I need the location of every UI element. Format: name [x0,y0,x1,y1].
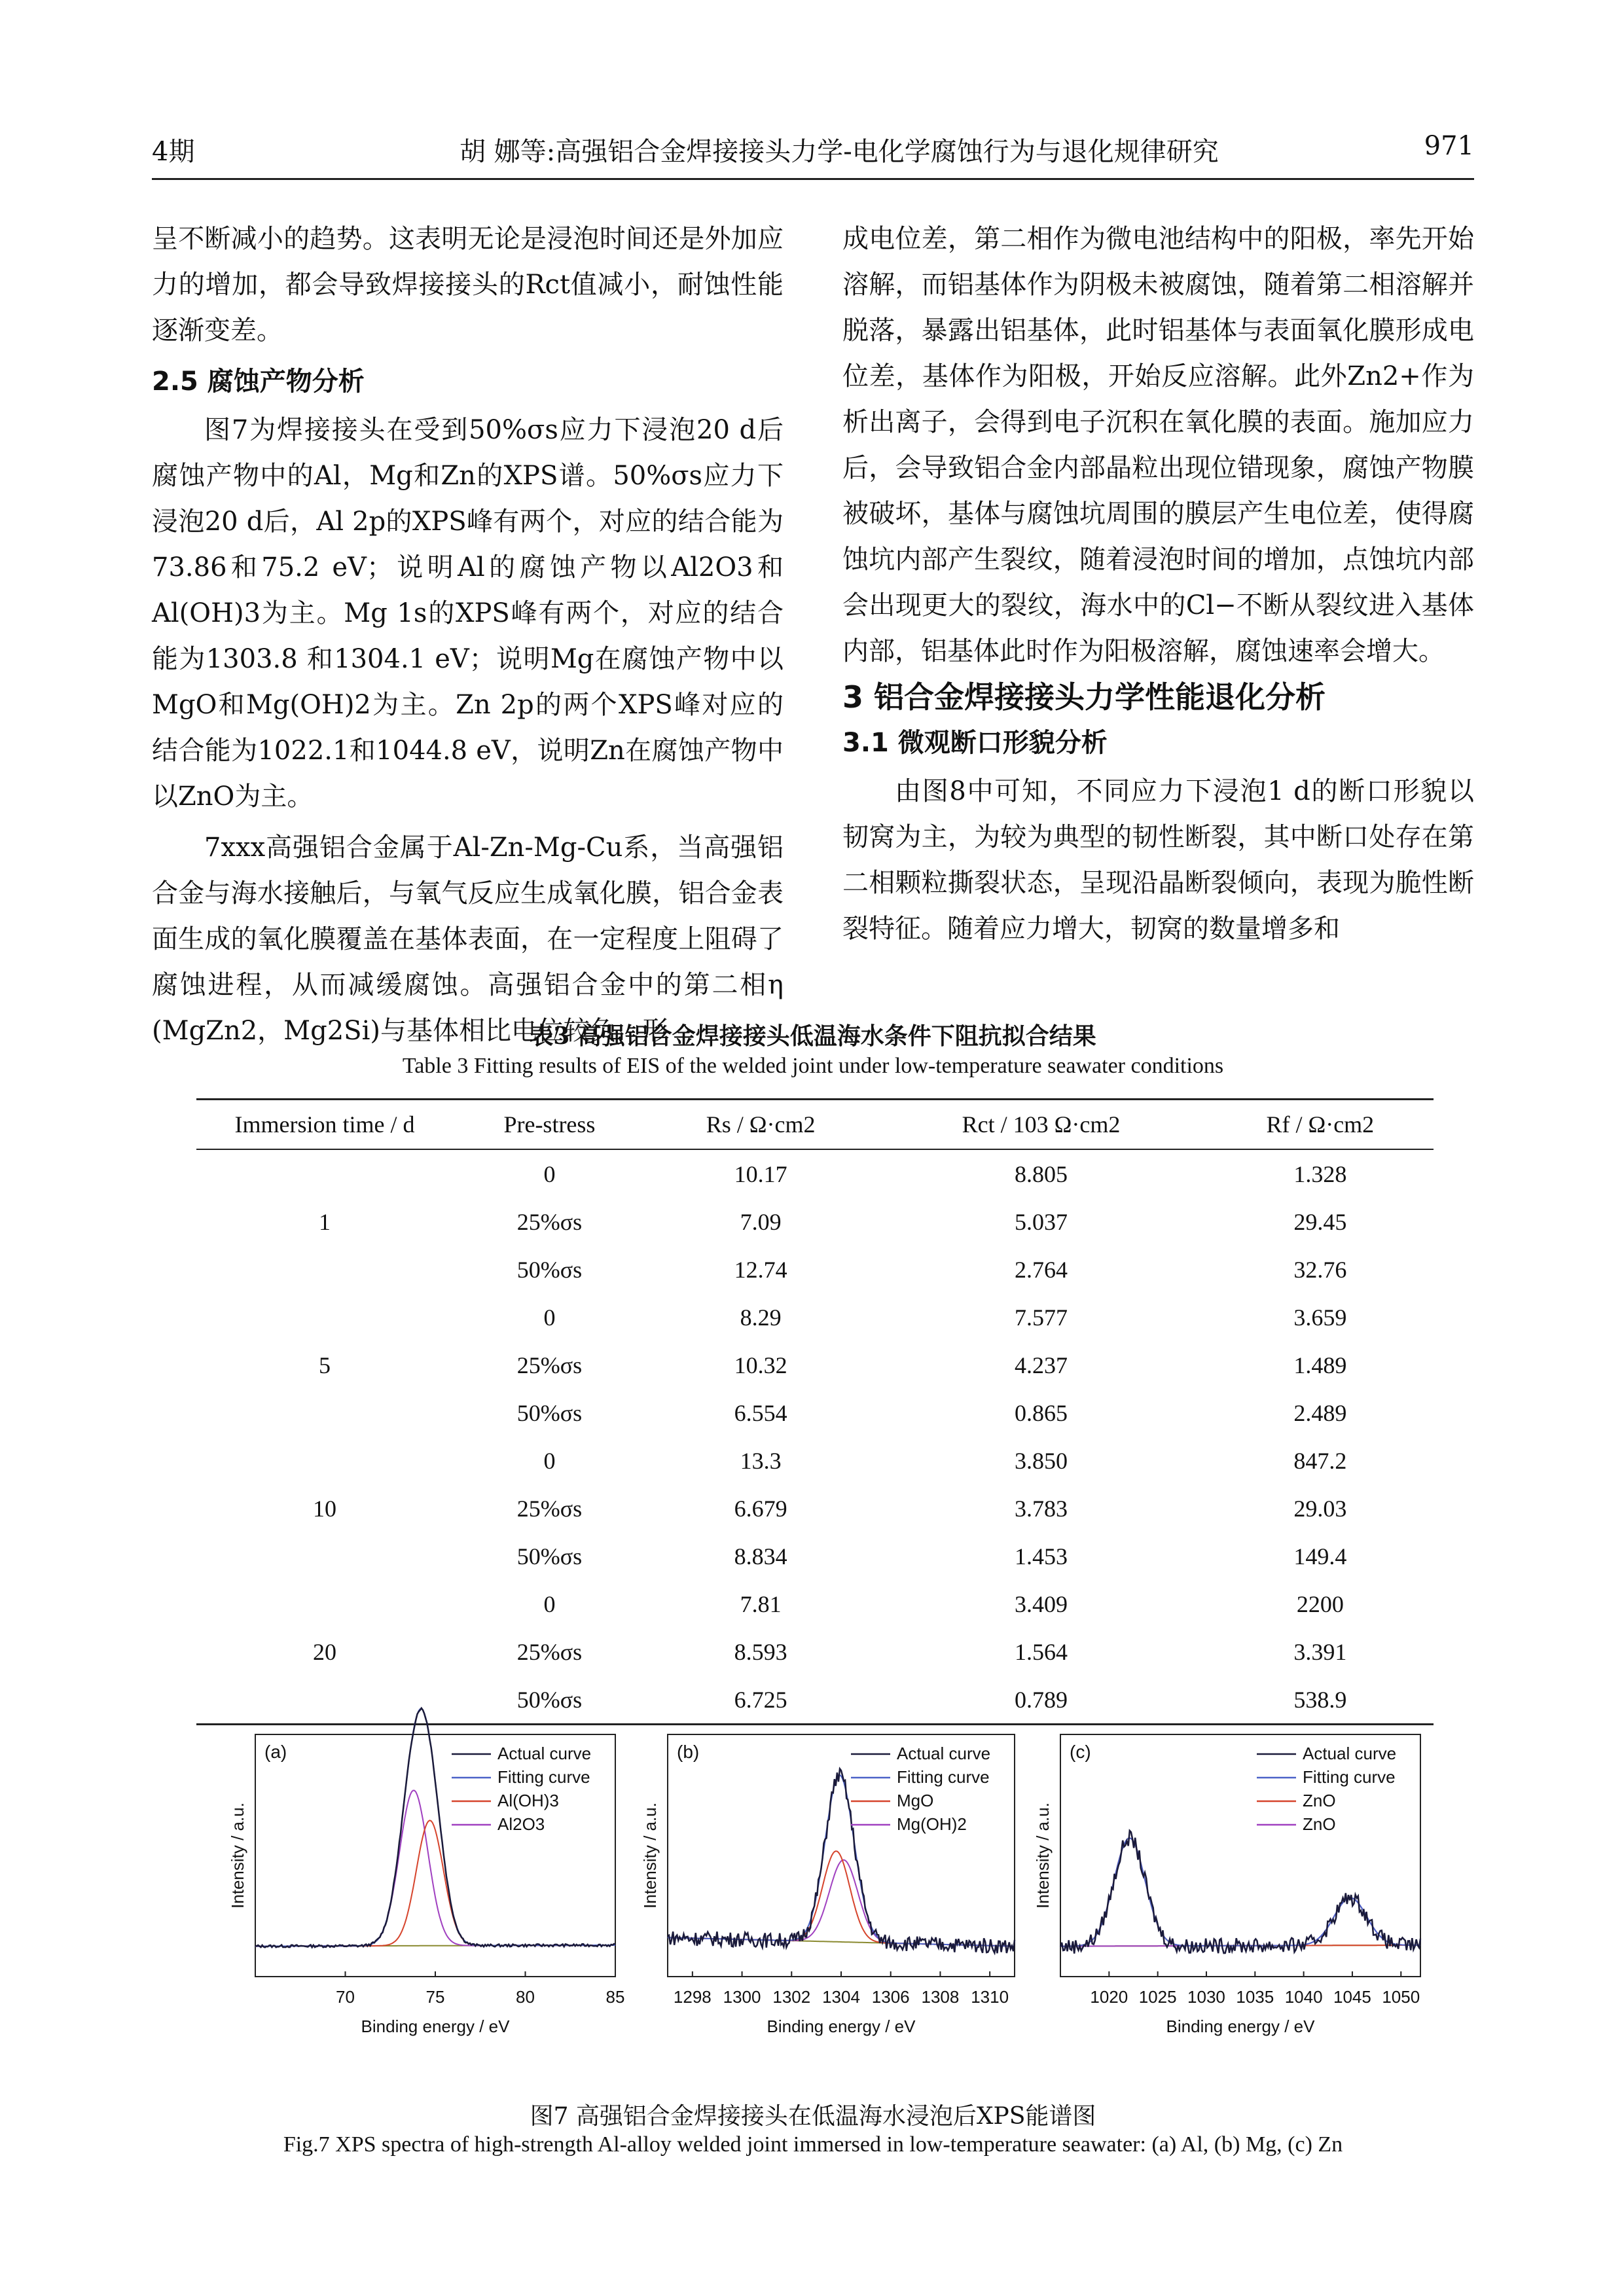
paragraph: 成电位差，第二相作为微电池结构中的阳极，率先开始溶解，而铝基体作为阴极未被腐蚀，随着第二相溶解并脱落，暴露出铝基体，此时铝基体与表面氧化膜形成电位差，基体作为阳极，开始反应溶解。此外Zn2+作为析出离子，会得到电子沉积在氧化膜的表面。施加应力后，会导致铝合金内部晶粒出现位错现象，腐蚀产物膜被破坏，基体与腐蚀坑周围的膜层产生电位差，使得腐蚀坑内部产生裂纹，随着浸泡时间的增加，点蚀坑内部会出现更大的裂纹，海水中的Cl−不断从裂纹进入基体内部，铝基体此时作为阳极溶解，腐蚀速率会增大。 [842,224,1474,666]
series-line-Al(OH)3 [255,1820,615,1946]
table-cell: 2200 [1296,1590,1344,1617]
table-cell-time [196,1532,453,1580]
x-tick-label: 75 [425,1987,445,2007]
table-cell: 0 [543,1590,556,1617]
table-row [196,1484,1434,1532]
legend-label: Fitting curve [897,1767,990,1787]
table-cell: 3.783 [1015,1495,1068,1522]
table-cell: 2.489 [1293,1399,1347,1426]
table-header-cell: Rct / 103 Ω·cm2 [875,1100,1206,1150]
legend-label: ZnO [1303,1814,1336,1834]
header-rule [152,178,1474,180]
table-cell: 12.74 [734,1256,787,1283]
table-cell: 13.3 [740,1447,782,1474]
section-heading-3-1: 3.1 微观断口形貌分析 [842,728,1108,758]
table-cell: 29.45 [1293,1208,1347,1235]
running-title: 胡 娜等:高强铝合金焊接接头力学-电化学腐蚀行为与退化规律研究 [460,137,1219,167]
legend-label: Al(OH)3 [497,1791,559,1810]
table-caption-zh: 表3 高强铝合金焊接接头低温海水条件下阻抗拟合结果 [530,1022,1096,1050]
panel-label: (c) [1070,1742,1091,1762]
xps-panel-a [216,1728,625,2094]
table-cell: 538.9 [1207,1676,1434,1725]
paragraph: 呈不断减小的趋势。这表明无论是浸泡时间还是外加应力的增加，都会导致焊接接头的Rct值减小，耐蚀性能逐渐变差。 [152,224,784,346]
x-tick-label: 85 [605,1987,625,2007]
table-cell-time [196,1293,453,1341]
table-cell: 1.564 [1015,1638,1068,1665]
table-cell: 0 [543,1160,556,1187]
table-cell-time: 20 [313,1638,336,1665]
table-cell-time [196,1246,453,1293]
page-number: 971 [1424,131,1474,161]
table-cell: 0.789 [875,1676,1206,1725]
legend-label: Fitting curve [497,1767,590,1787]
table-cell: 3.409 [1015,1590,1068,1617]
table-header-cell: Rs / Ω·cm2 [646,1100,876,1150]
series-line-Al2O3 [255,1791,615,1946]
table-cell-time [196,1580,453,1628]
x-tick-label: 1306 [871,1987,910,2007]
table-cell: 0 [543,1304,556,1331]
section-heading-3: 3 铝合金焊接接头力学性能退化分析 [842,679,1326,715]
legend-label: Actual curve [897,1744,991,1763]
table-row [196,1676,1434,1725]
table-header-cell: Immersion time / d [196,1100,453,1150]
table-cell: 50%σs [516,1256,583,1283]
x-axis-label: Binding energy / eV [1166,2017,1315,2036]
table-cell: 2.764 [1015,1256,1068,1283]
legend-label: Actual curve [497,1744,592,1763]
right-column [842,216,1474,952]
table-cell: 1.489 [1293,1352,1347,1378]
xps-panel-c [1021,1728,1427,2094]
x-tick-label: 1298 [673,1987,712,2007]
table-cell: 5.037 [1015,1208,1068,1235]
table-header-cell: Pre-stress [453,1100,646,1150]
table-cell: 847.2 [1293,1447,1347,1474]
table-cell: 1.453 [1015,1543,1068,1570]
x-tick-label: 1050 [1382,1987,1420,2007]
legend-label: ZnO [1303,1791,1336,1810]
table-cell: 25%σs [516,1352,583,1378]
table-row [196,1628,1434,1676]
panel-label: (a) [264,1742,287,1762]
running-header [152,124,1474,177]
table-cell: 8.834 [734,1543,787,1570]
table-row [196,1580,1434,1628]
table-cell: 6.679 [734,1495,787,1522]
table-row [196,1341,1434,1389]
table-header-cell: Rf / Ω·cm2 [1207,1100,1434,1150]
table-cell: 50%σs [516,1399,583,1426]
y-axis-label: Intensity / a.u. [640,1803,660,1909]
table-cell: 32.76 [1293,1256,1347,1283]
series-line-actual [1060,1831,1420,1954]
x-tick-label: 1030 [1187,1987,1225,2007]
table-cell-time [196,1389,453,1437]
table-row [196,1149,1434,1198]
table-3 [196,1098,1434,1725]
series-line-ZnO [1060,1898,1420,1946]
table-cell-time: 5 [319,1352,331,1378]
x-axis-label: Binding energy / eV [767,2017,916,2036]
table-cell: 7.09 [740,1208,782,1235]
table-cell: 1.328 [1293,1160,1347,1187]
table-cell: 8.805 [1015,1160,1068,1187]
table-cell: 50%σs [453,1676,646,1725]
table-cell: 7.577 [1015,1304,1068,1331]
table-cell: 8.593 [734,1638,787,1665]
table-cell: 0.865 [1015,1399,1068,1426]
table-row [196,1246,1434,1293]
x-tick-label: 1304 [822,1987,860,2007]
x-tick-label: 1308 [921,1987,960,2007]
y-axis-label: Intensity / a.u. [228,1803,247,1909]
table-cell: 10.32 [734,1352,787,1378]
x-tick-label: 1310 [971,1987,1009,2007]
legend-label: Mg(OH)2 [897,1814,967,1834]
table-cell-time [196,1149,453,1198]
x-tick-label: 1025 [1138,1987,1177,2007]
y-axis-label: Intensity / a.u. [1033,1803,1053,1909]
series-line-fitting [1060,1838,1420,1946]
table-cell: 3.391 [1293,1638,1347,1665]
table-cell: 10.17 [734,1160,787,1187]
legend-label: Fitting curve [1303,1767,1396,1787]
issue-label: 4期 [152,137,195,167]
x-tick-label: 1302 [772,1987,811,2007]
table-cell-time [196,1676,453,1725]
table-row [196,1437,1434,1484]
series-line-ZnO [1060,1838,1420,1946]
table-cell-time: 1 [319,1208,331,1235]
x-tick-label: 1020 [1090,1987,1128,2007]
table-cell: 3.659 [1293,1304,1347,1331]
panel-label: (b) [677,1742,700,1762]
paragraph: 7xxx高强铝合金属于Al-Zn-Mg-Cu系，当高强铝合金与海水接触后，与氧气反应生成氧化膜，铝合金表面生成的氧化膜覆盖在基体表面，在一定程度上阻碍了腐蚀进程，从而减缓腐蚀。高强铝合金中的第二相η (MgZn2，Mg2Si)与基体相比电位较负，形 [152,833,784,1046]
figure-caption-zh: 图7 高强铝合金焊接接头在低温海水浸泡后XPS能谱图 [530,2103,1096,2130]
x-axis-label: Binding energy / eV [361,2017,510,2036]
table-cell: 25%σs [516,1208,583,1235]
table-cell: 8.29 [740,1304,782,1331]
table-row [196,1532,1434,1580]
table-row [196,1198,1434,1246]
x-tick-label: 70 [336,1987,355,2007]
paragraph: 由图8中可知，不同应力下浸泡1 d的断口形貌以韧窝为主，为较为典型的韧性断裂，其中断口处存在第二相颗粒撕裂状态，呈现沿晶断裂倾向，表现为脆性断裂特征。随着应力增大，韧窝的数量增多和 [842,776,1474,944]
xps-panel-b [628,1728,1021,2094]
table-cell: 7.81 [740,1590,782,1617]
table-cell: 6.725 [646,1676,876,1725]
legend-label: Actual curve [1303,1744,1397,1763]
x-tick-label: 1035 [1236,1987,1274,2007]
table-caption-en: Table 3 Fitting results of EIS of the welded joint under low-temperature seawater conditions [402,1054,1224,1078]
table-cell: 149.4 [1293,1543,1347,1570]
table-cell: 4.237 [1015,1352,1068,1378]
table-header-row [196,1100,1434,1150]
figure-caption-en: Fig.7 XPS spectra of high-strength Al-alloy welded joint immersed in low-temperature seawater: (a) Al, (b) Mg, (c) Zn [283,2132,1343,2157]
paragraph: 图7为焊接接头在受到50%σs应力下浸泡20 d后腐蚀产物中的Al，Mg和Zn的XPS谱。50%σs应力下浸泡20 d后，Al 2p的XPS峰有两个，对应的结合能为73.86和75.2 eV；说明Al的腐蚀产物以Al2O3和Al(OH)3为主。Mg 1s的XPS峰有两个，对应的结合能为1303.8 和1304.1 eV；说明Mg在腐蚀产物中以MgO和Mg(OH)2为主。Zn 2p的两个XPS峰对应的结合能为1022.1和1044.8 eV，说明Zn在腐蚀产物中以ZnO为主。 [152,415,784,812]
legend-label: MgO [897,1791,934,1810]
table-cell: 0 [543,1447,556,1474]
table-cell: 3.850 [1015,1447,1068,1474]
table-body [196,1149,1434,1725]
table-row [196,1293,1434,1341]
table-cell: 25%σs [516,1495,583,1522]
x-tick-label: 80 [516,1987,535,2007]
table-cell-time: 10 [313,1495,336,1522]
x-tick-label: 1040 [1284,1987,1323,2007]
series-line-MgO [668,1851,1015,1946]
left-column [152,216,784,1054]
table-cell: 29.03 [1293,1495,1347,1522]
table-cell: 50%σs [516,1543,583,1570]
table-cell: 6.554 [734,1399,787,1426]
table-row [196,1389,1434,1437]
x-tick-label: 1300 [723,1987,761,2007]
series-line-Mg(OH)2 [668,1860,1015,1946]
table-cell-time [196,1437,453,1484]
legend-label: Al2O3 [497,1814,545,1834]
table-cell: 25%σs [516,1638,583,1665]
section-heading-2-5: 2.5 腐蚀产物分析 [152,367,365,397]
x-tick-label: 1045 [1333,1987,1371,2007]
